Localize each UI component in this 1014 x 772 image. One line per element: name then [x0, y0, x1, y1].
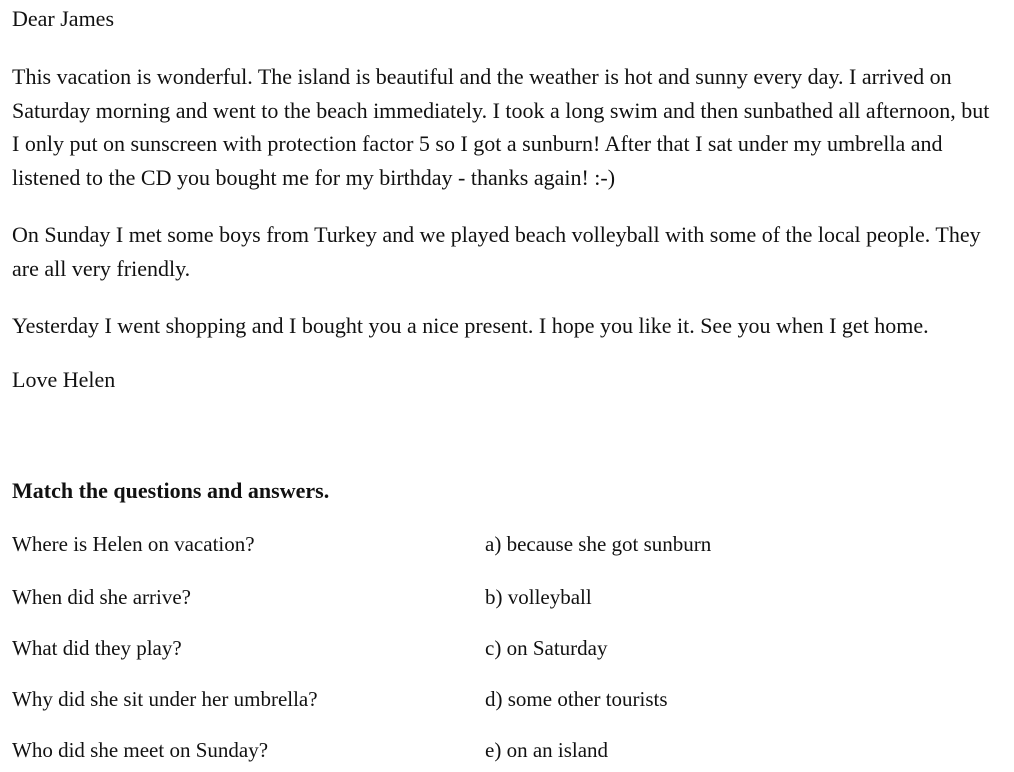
question-1: Where is Helen on vacation? — [12, 532, 255, 556]
answer-b: b) volleyball — [485, 585, 592, 609]
question-4: Why did she sit under her umbrella? — [12, 687, 318, 711]
letter-signoff: Love Helen — [12, 366, 116, 392]
letter-paragraph-3: Yesterday I went shopping and I bought you a nice present. I hope you like it. See you when I get home. — [12, 313, 929, 338]
match-row-1 — [0, 529, 1014, 559]
question-3: What did they play? — [12, 636, 182, 660]
answer-a: a) because she got sunburn — [485, 532, 712, 556]
letter-paragraph-2: On Sunday I met some boys from Turkey and we played beach volleyball with some of the local people. They are all very friendly. — [12, 222, 981, 281]
letter — [12, 0, 1002, 395]
letter-greeting: Dear James — [12, 6, 115, 31]
answer-d: d) some other tourists — [485, 687, 668, 711]
match-row-5 — [0, 735, 1014, 765]
answer-c: c) on Saturday — [485, 636, 608, 660]
exercise-instruction: Match the questions and answers. — [12, 478, 330, 503]
match-row-4 — [0, 684, 1014, 714]
letter-paragraph-1: This vacation is wonderful. The island is beautiful and the weather is hot and sunny every day. I arrived on Saturday morning and went to the beach immediately. I took a long swim and then sunbathed all afternoon, but I only put on sunscreen with protection factor 5 so I got a sunburn! After that I sat under my umbrella and listened to the CD you bought me for my birthday - thanks again! :-) — [12, 64, 990, 190]
match-row-2 — [0, 582, 1014, 612]
question-5: Who did she meet on Sunday? — [12, 738, 269, 762]
question-2: When did she arrive? — [12, 585, 192, 609]
match-row-3 — [0, 633, 1014, 663]
answer-e: e) on an island — [485, 738, 609, 762]
